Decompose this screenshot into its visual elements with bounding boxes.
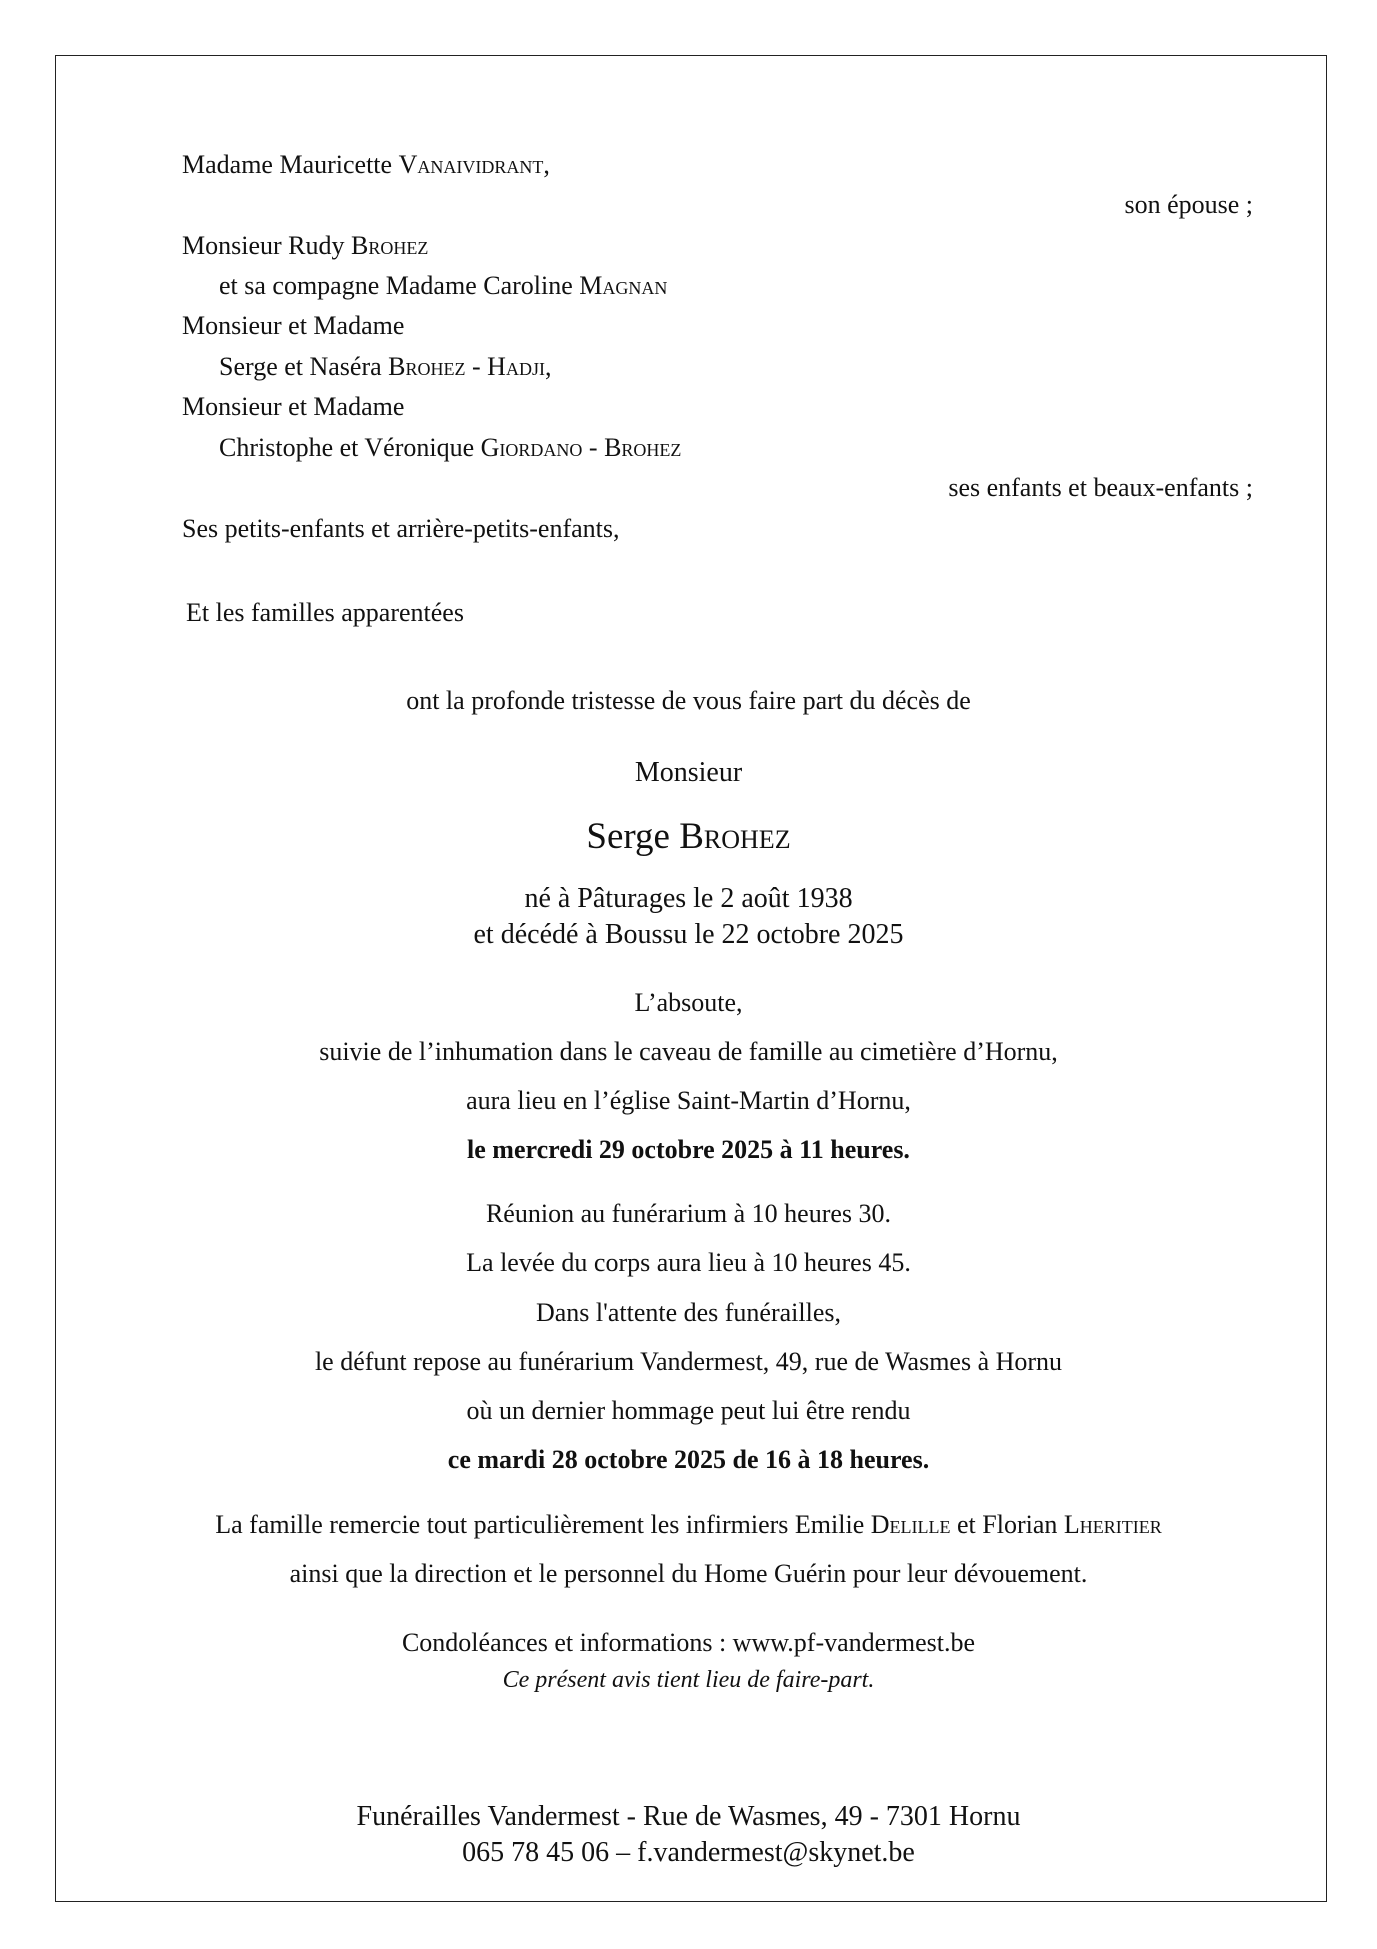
thanks-line-1 — [0, 1509, 1377, 1541]
nurse-name-2: Lheritier — [1063, 1510, 1162, 1539]
child3-title: Monsieur et Madame — [182, 392, 405, 421]
meeting-line: Réunion au funérarium à 10 heures 30. — [485, 1199, 892, 1228]
ceremony-datetime: le mercredi 29 octobre 2025 à 11 heures. — [467, 1135, 910, 1164]
ceremony-line-2: suivie de l’inhumation dans le caveau de famille au cimetière d’Hornu, — [319, 1037, 1058, 1066]
child1-line — [182, 230, 428, 262]
children-role: ses enfants et beaux-enfants ; — [948, 473, 1253, 502]
announcement-intro: ont la profonde tristesse de vous faire part du décès de — [406, 686, 971, 715]
visitation-line-2: le défunt repose au funérarium Vandermest, 49, rue de Wasmes à Hornu — [314, 1347, 1063, 1376]
child2-line — [219, 351, 551, 383]
grandchildren-line: Ses petits-enfants et arrière-petits-enfants, — [182, 514, 620, 543]
child2-title: Monsieur et Madame — [182, 311, 405, 340]
birth-line: né à Pâturages le 2 août 1938 — [524, 883, 853, 914]
levee-line: La levée du corps aura lieu à 10 heures 45. — [466, 1248, 911, 1277]
child2-surname: Brohez - Hadji — [388, 352, 545, 381]
wife-role: son épouse ; — [1124, 190, 1253, 219]
faire-part-note: Ce présent avis tient lieu de faire-part. — [502, 1667, 875, 1693]
condolences-line: Condoléances et informations : www.pf-vandermest.be — [401, 1628, 976, 1657]
nurse-name-1: Delille — [870, 1510, 951, 1539]
child1-surname: Brohez — [351, 231, 429, 260]
child1-partner-line — [219, 270, 667, 302]
wife-comma: , — [543, 150, 550, 179]
child1-name: Monsieur Rudy — [182, 231, 345, 260]
relatives-line: Et les familles apparentées — [186, 598, 464, 627]
deceased-name — [0, 815, 1377, 859]
child1-partner-name: et sa compagne Madame Caroline — [219, 271, 573, 300]
child3-surname: Giordano - Brohez — [480, 433, 682, 462]
thanks-line-2: ainsi que la direction et le personnel du Home Guérin pour leur dévouement. — [289, 1559, 1088, 1588]
visitation-line-1: Dans l'attente des funérailles, — [535, 1298, 842, 1327]
visitation-datetime: ce mardi 28 octobre 2025 de 16 à 18 heures. — [447, 1445, 930, 1474]
visitation-line-3: où un dernier hommage peut lui être rendu — [466, 1396, 911, 1425]
thanks-between: et Florian — [957, 1510, 1058, 1539]
child3-line — [219, 432, 681, 464]
deceased-first-name: Serge — [586, 816, 670, 857]
deceased-surname: Brohez — [679, 816, 791, 857]
child2-names: Serge et Naséra — [219, 352, 382, 381]
child3-names: Christophe et Véronique — [219, 433, 475, 462]
child2-comma: , — [544, 352, 552, 381]
footer-contact: 065 78 45 06 – f.vandermest@skynet.be — [462, 1837, 915, 1868]
thanks-prefix: La famille remercie tout particulièrement les infirmiers Emilie — [215, 1510, 865, 1539]
deceased-title: Monsieur — [634, 757, 743, 788]
wife-surname: Vanaividrant — [398, 150, 544, 179]
death-line: et décédé à Boussu le 22 octobre 2025 — [473, 919, 904, 950]
wife-line — [182, 149, 550, 181]
footer-address: Funérailles Vandermest - Rue de Wasmes, 49 - 7301 Hornu — [356, 1801, 1021, 1832]
child1-partner-surname: Magnan — [579, 271, 668, 300]
wife-name: Madame Mauricette — [182, 150, 393, 179]
ceremony-line-3: aura lieu en l’église Saint-Martin d’Hornu, — [466, 1086, 911, 1115]
ceremony-line-1: L’absoute, — [634, 988, 743, 1017]
